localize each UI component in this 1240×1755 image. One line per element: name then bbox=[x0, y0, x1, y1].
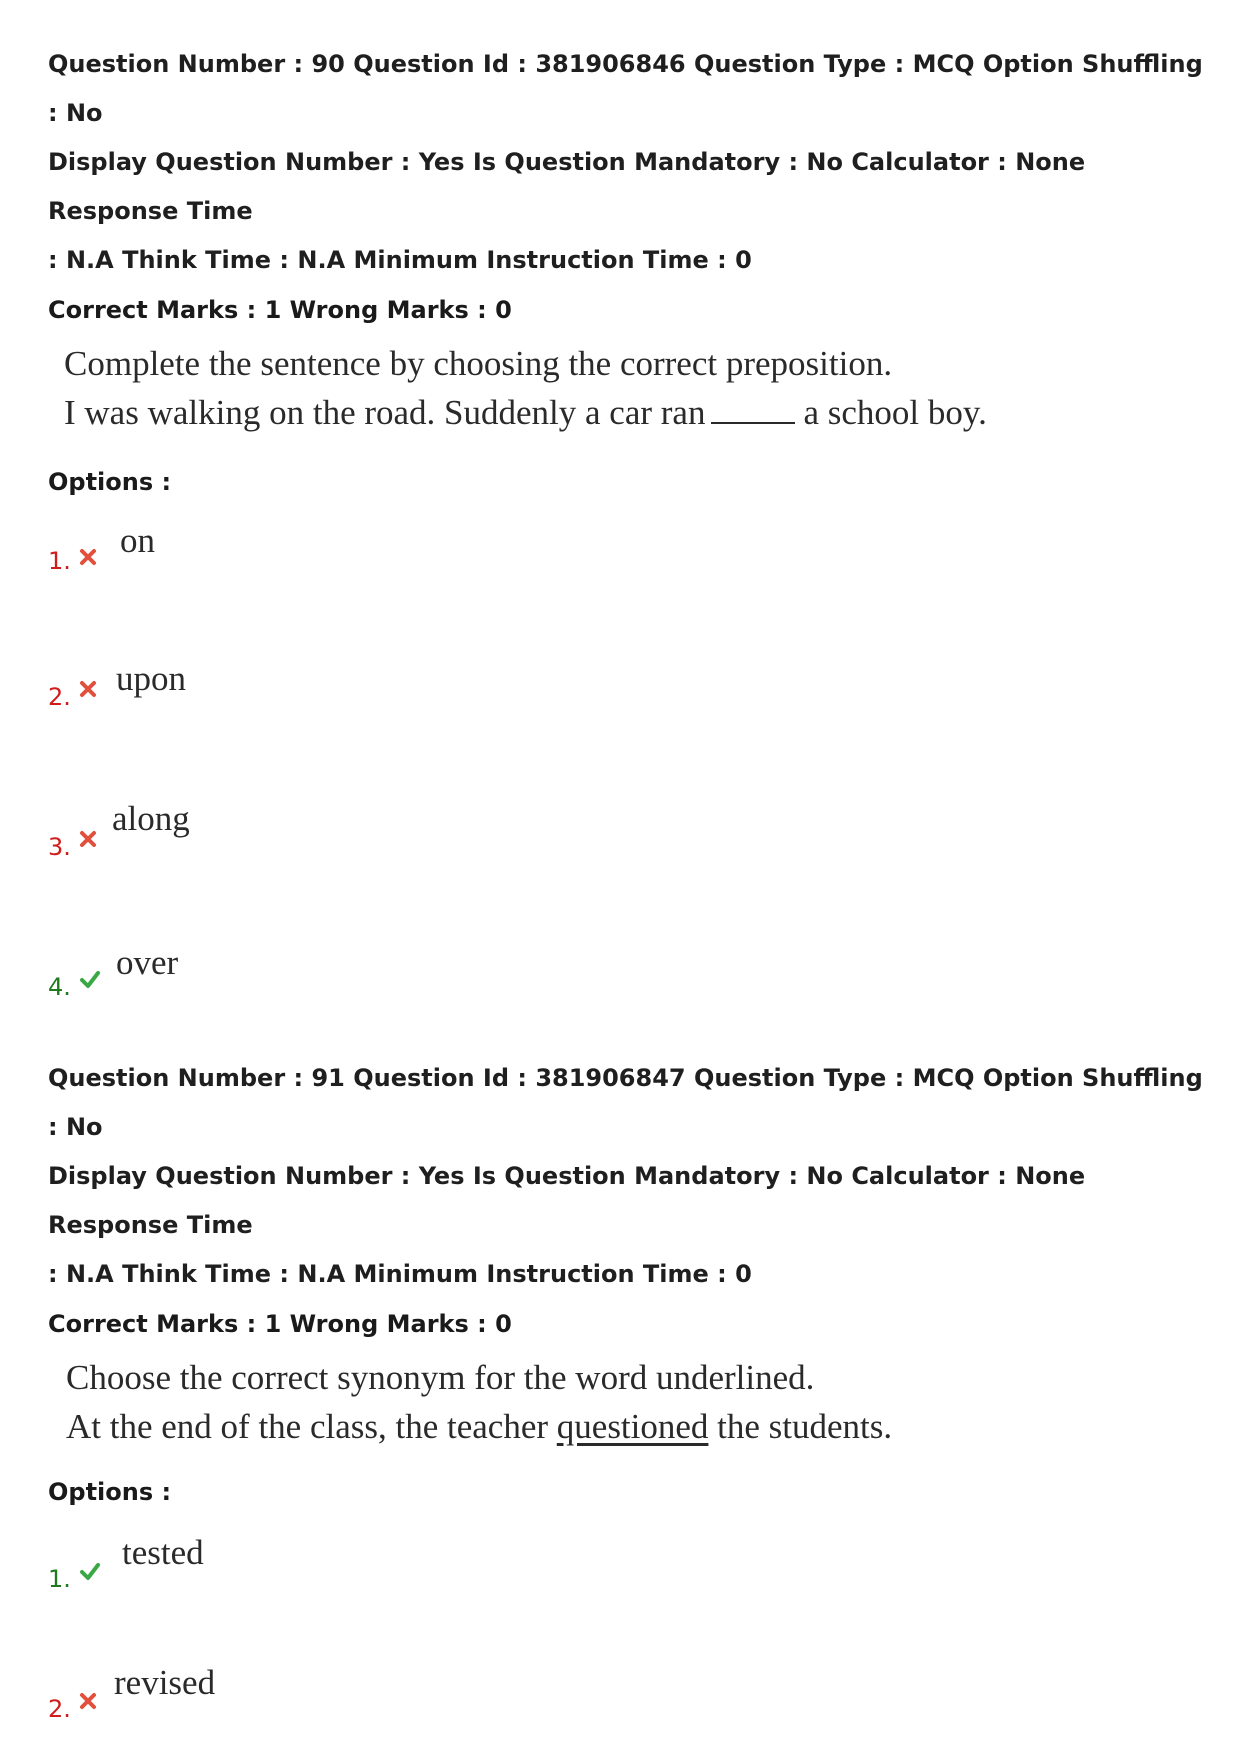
option-item bbox=[48, 659, 448, 715]
question-block-91 bbox=[48, 1054, 1208, 1737]
option-number: 2. bbox=[48, 683, 71, 711]
option-number: 2. bbox=[48, 1695, 71, 1723]
question-meta-line: : N.A Think Time : N.A Minimum Instruction Time : 0 bbox=[48, 1260, 752, 1288]
cross-icon bbox=[78, 829, 98, 849]
option-item bbox=[48, 799, 448, 865]
option-text: revised bbox=[114, 1663, 216, 1702]
question-marks: Correct Marks : 1 Wrong Marks : 0 bbox=[48, 1310, 512, 1338]
option-text: along bbox=[112, 799, 190, 838]
options-list bbox=[48, 1517, 1208, 1737]
check-icon bbox=[78, 969, 102, 989]
cross-icon bbox=[78, 547, 98, 567]
option-number: 4. bbox=[48, 973, 71, 1001]
answer-blank bbox=[711, 394, 795, 424]
question-meta-line: Question Number : 90 Question Id : 381906846 Question Type : MCQ Option Shuffling : No bbox=[48, 50, 1203, 127]
option-item bbox=[48, 943, 448, 1005]
stem-line bbox=[66, 1402, 1208, 1451]
question-meta-line: Display Question Number : Yes Is Question Mandatory : No Calculator : None Response Time bbox=[48, 1162, 1086, 1239]
option-item bbox=[48, 521, 448, 579]
option-item bbox=[48, 1663, 448, 1727]
option-number: 1. bbox=[48, 547, 71, 575]
question-meta-line: Question Number : 91 Question Id : 381906847 Question Type : MCQ Option Shuffling : No bbox=[48, 1064, 1203, 1141]
option-text: on bbox=[120, 521, 155, 560]
options-label: Options : bbox=[48, 1478, 172, 1506]
option-text: upon bbox=[116, 659, 186, 698]
option-item bbox=[48, 1533, 448, 1597]
underlined-word: questioned bbox=[556, 1407, 709, 1446]
stem-line: Complete the sentence by choosing the correct preposition. bbox=[64, 344, 893, 383]
option-text: over bbox=[116, 943, 179, 982]
question-block-90 bbox=[48, 40, 1208, 1001]
question-stem bbox=[48, 1353, 1208, 1451]
stem-text: I was walking on the road. Suddenly a car ran bbox=[64, 393, 706, 432]
options-label: Options : bbox=[48, 468, 172, 496]
cross-icon bbox=[78, 1691, 98, 1711]
question-meta-line: Display Question Number : Yes Is Question Mandatory : No Calculator : None Response Time bbox=[48, 148, 1086, 225]
cross-icon bbox=[78, 679, 98, 699]
option-number: 3. bbox=[48, 833, 71, 861]
option-text: tested bbox=[122, 1533, 204, 1572]
stem-text: a school boy. bbox=[803, 393, 987, 432]
check-icon bbox=[78, 1561, 102, 1581]
stem-line bbox=[64, 388, 1208, 437]
question-marks: Correct Marks : 1 Wrong Marks : 0 bbox=[48, 296, 512, 324]
question-stem bbox=[48, 339, 1208, 437]
stem-text: At the end of the class, the teacher bbox=[66, 1407, 549, 1446]
question-meta-line: : N.A Think Time : N.A Minimum Instruction Time : 0 bbox=[48, 246, 752, 274]
stem-line: Choose the correct synonym for the word underlined. bbox=[66, 1358, 815, 1397]
stem-text: the students. bbox=[717, 1407, 893, 1446]
option-number: 1. bbox=[48, 1565, 71, 1593]
options-list bbox=[48, 507, 1208, 1001]
